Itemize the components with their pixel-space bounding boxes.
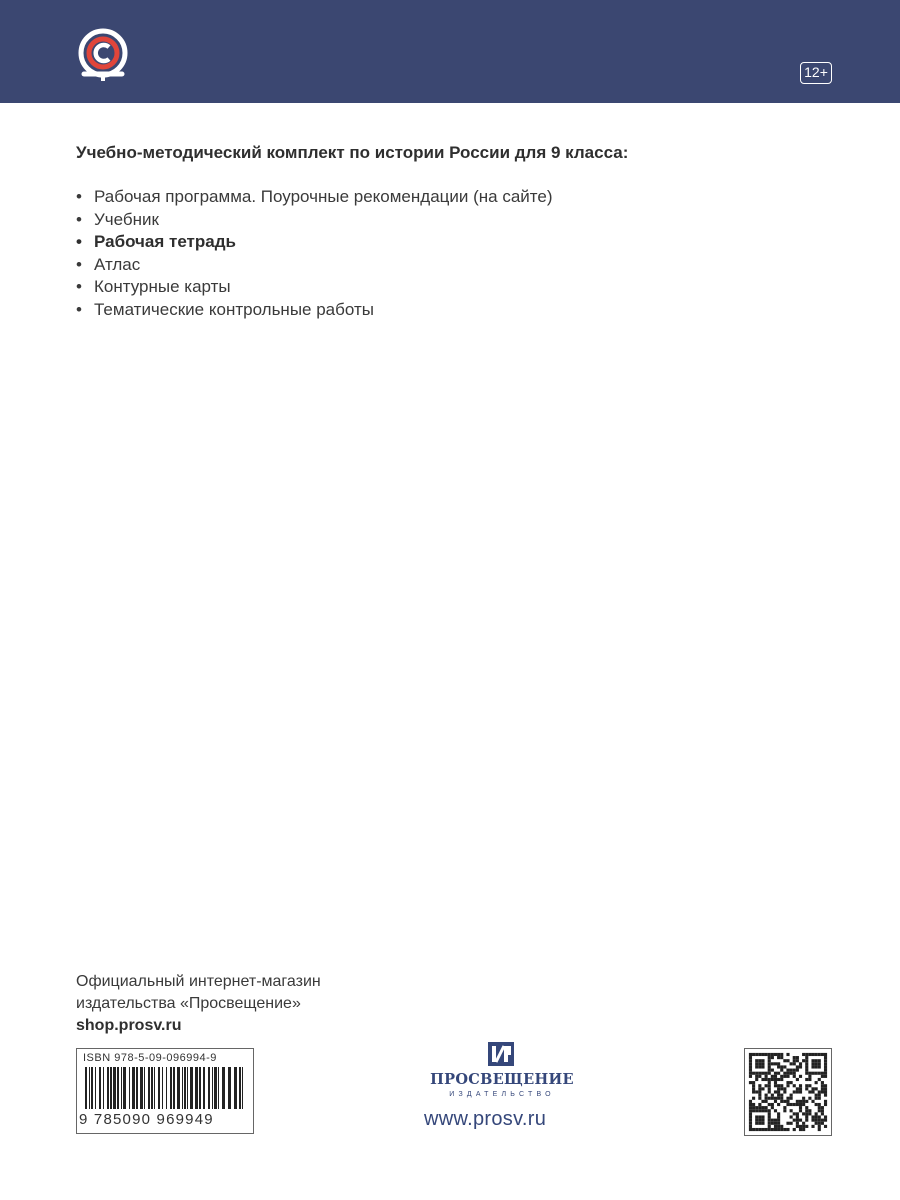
kit-list — [76, 186, 553, 321]
shop-line-1: Официальный интернет-магазин — [76, 973, 321, 990]
top-band — [0, 0, 900, 103]
age-rating-badge: 12+ — [800, 62, 832, 84]
kit-item-tests: • Тематические контрольные работы — [76, 299, 553, 322]
globe-logo-icon — [72, 26, 138, 84]
shop-info — [76, 971, 321, 1037]
publisher-subtitle: ИЗДАТЕЛЬСТВО — [449, 1091, 555, 1098]
barcode-icon — [83, 1067, 249, 1111]
publisher-emblem-icon — [487, 1041, 515, 1067]
isbn-label: ISBN 978-5-09-096994-9 — [83, 1052, 217, 1064]
shop-url: shop.prosv.ru — [76, 1017, 182, 1034]
kit-item-contour-maps: • Контурные карты — [76, 276, 553, 299]
isbn-block — [76, 1048, 254, 1134]
kit-item-atlas: • Атлас — [76, 254, 553, 277]
kit-title: Учебно-методический комплект по истории России для 9 класса: — [76, 143, 629, 162]
barcode-digits: 9 785090 969949 — [79, 1111, 214, 1128]
kit-item-program: • Рабочая программа. Поурочные рекомендации (на сайте) — [76, 186, 553, 209]
publisher-website: www.prosv.ru — [424, 1108, 547, 1130]
publisher-name: ПРОСВЕЩЕНИЕ — [430, 1071, 574, 1088]
shop-line-2: издательства «Просвещение» — [76, 995, 301, 1012]
qr-code-icon — [744, 1048, 832, 1136]
kit-item-workbook: • Рабочая тетрадь — [76, 231, 553, 254]
kit-item-textbook: • Учебник — [76, 209, 553, 232]
